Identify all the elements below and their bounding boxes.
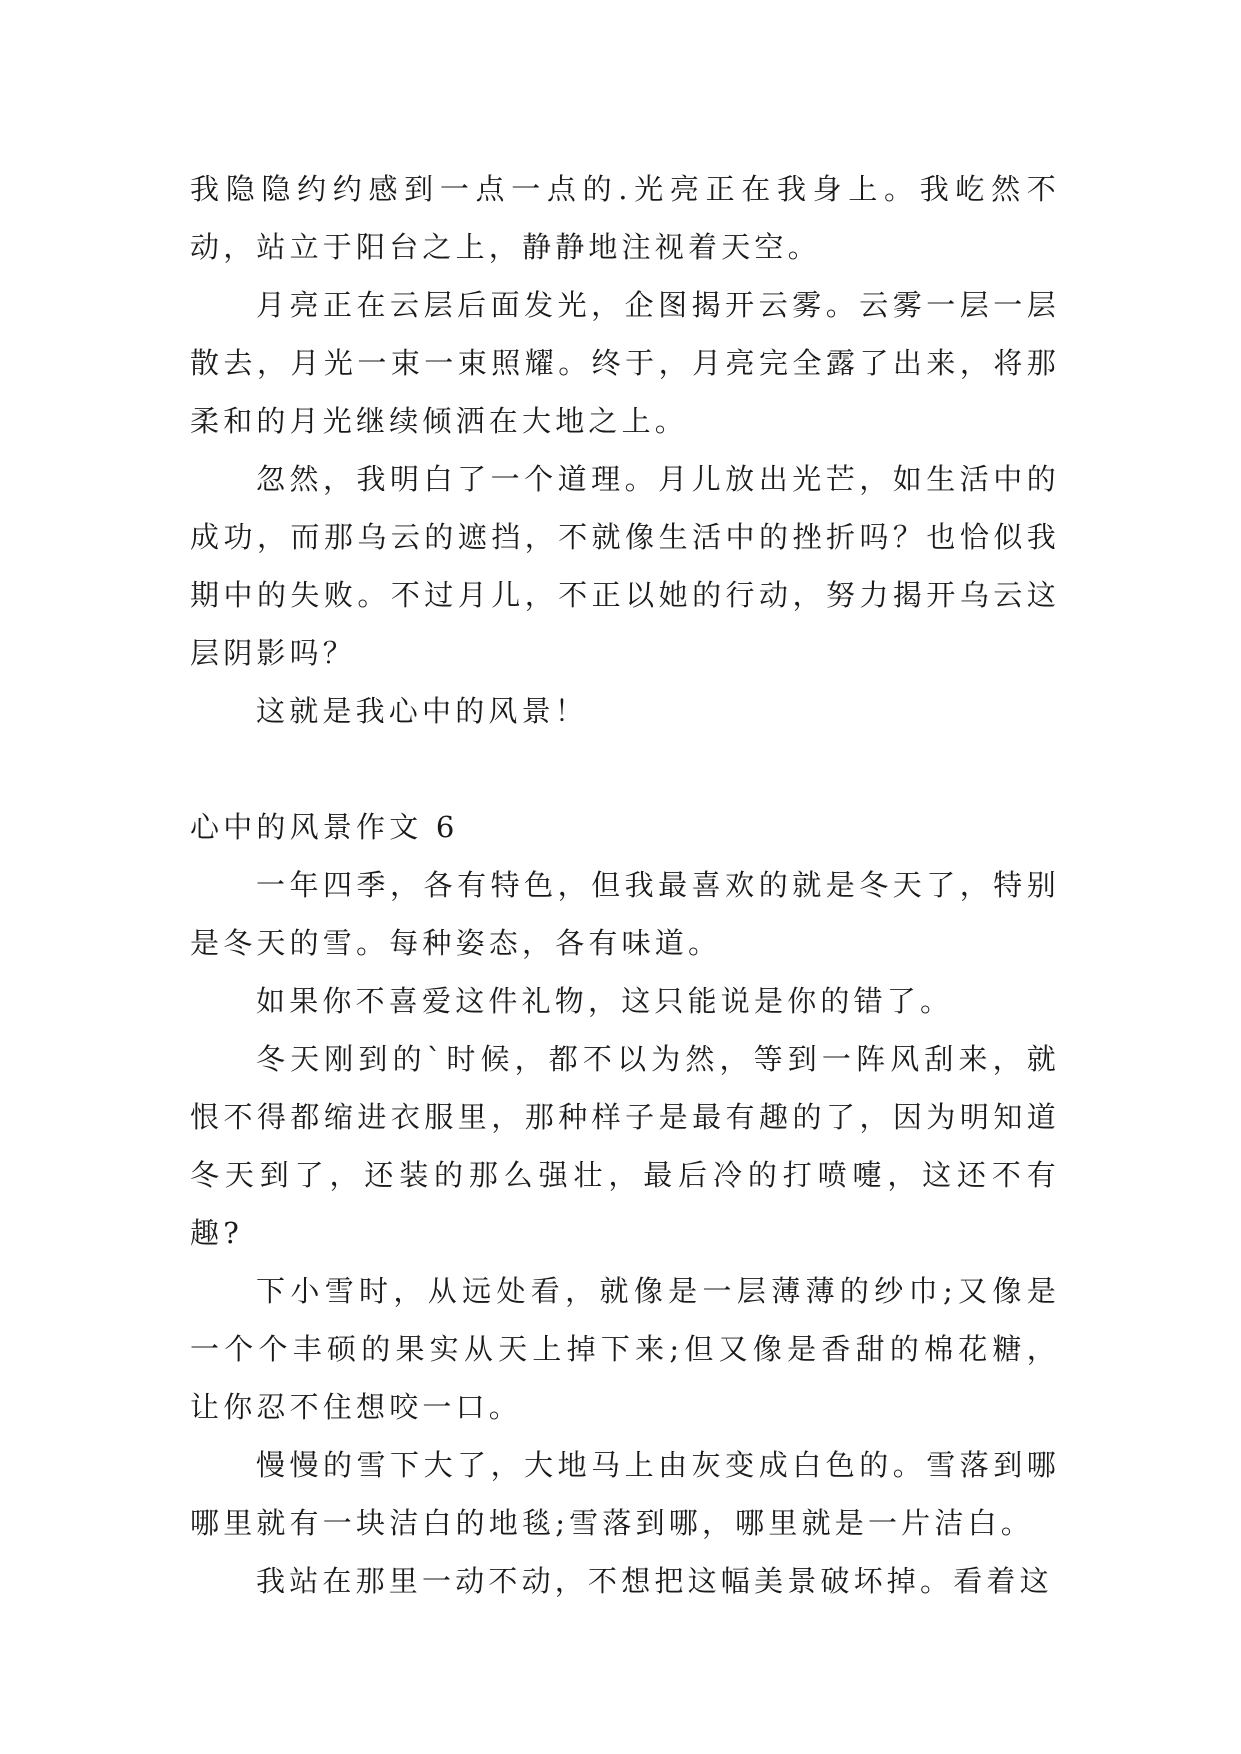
paragraph: 月亮正在云层后面发光，企图揭开云雾。云雾一层一层散去，月光一束一束照耀。终于，月亮完全露了出来，将那柔和的月光继续倾洒在大地之上。 — [190, 288, 1060, 438]
section-heading: 心中的风景作文 6 — [190, 810, 459, 844]
paragraph: 下小雪时，从远处看，就像是一层薄薄的纱巾;又像是一个个丰硕的果实从天上掉下来;但又像是香甜的棉花糖，让你忍不住想咬一口。 — [190, 1274, 1060, 1424]
paragraph-continued: 我隐隐约约感到一点一点的.光亮正在我身上。我屹然不动，站立于阳台之上，静静地注视着天空。 — [190, 172, 1060, 264]
paragraph: 冬天刚到的`时候，都不以为然，等到一阵风刮来，就恨不得都缩进衣服里，那种样子是最有趣的了，因为明知道冬天到了，还装的那么强壮，最后冷的打喷嚏，这还不有趣? — [190, 1042, 1060, 1250]
paragraph: 忽然，我明白了一个道理。月儿放出光芒，如生活中的成功，而那乌云的遮挡，不就像生活中的挫折吗？也恰似我期中的失败。不过月儿，不正以她的行动，努力揭开乌云这层阴影吗？ — [190, 462, 1060, 670]
paragraph: 慢慢的雪下大了，大地马上由灰变成白色的。雪落到哪哪里就有一块洁白的地毯;雪落到哪，哪里就是一片洁白。 — [190, 1448, 1060, 1540]
document-page — [190, 160, 1060, 1610]
paragraph: 如果你不喜爱这件礼物，这只能说是你的错了。 — [256, 984, 954, 1018]
paragraph: 一年四季，各有特色，但我最喜欢的就是冬天了，特别是冬天的雪。每种姿态，各有味道。 — [190, 868, 1060, 960]
paragraph: 我站在那里一动不动，不想把这幅美景破坏掉。看着这 — [256, 1564, 1053, 1598]
paragraph: 这就是我心中的风景！ — [256, 694, 589, 728]
